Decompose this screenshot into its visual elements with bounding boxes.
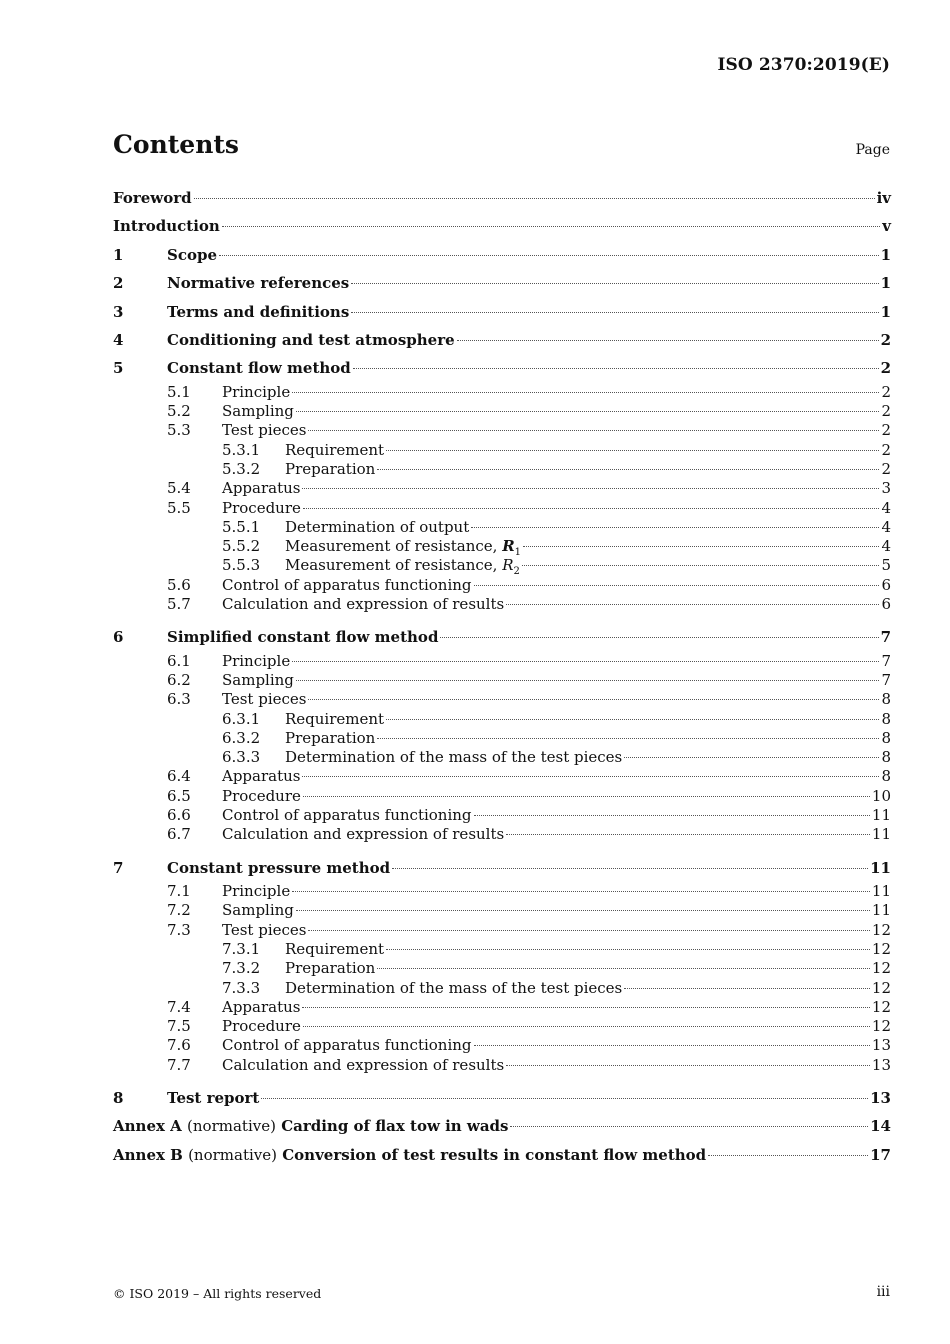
toc-entry-title-text: Apparatus <box>222 997 301 1016</box>
dot-leader <box>386 949 870 950</box>
toc-entry-number: 5.2 <box>167 402 191 421</box>
toc-entry-title-text: Principle <box>222 651 291 670</box>
toc-entry[interactable] <box>113 921 891 940</box>
toc-entry-page: 7 <box>880 628 891 647</box>
toc-entry-number: 7.7 <box>167 1055 191 1074</box>
toc-entry-number: 5.3.2 <box>222 459 261 478</box>
toc-entry[interactable] <box>113 1017 891 1036</box>
toc-entry-title-text: Sampling <box>222 670 294 689</box>
dot-leader <box>474 815 870 816</box>
toc-entry-title-text: Introduction <box>113 217 220 236</box>
toc-entry-title <box>222 690 306 709</box>
toc-entry-page: 8 <box>881 690 891 709</box>
toc-entry[interactable] <box>113 421 891 440</box>
toc-entry-number: 5.5 <box>167 498 191 517</box>
toc-entry[interactable] <box>113 1141 891 1169</box>
math-symbol: R <box>502 556 514 575</box>
toc-entry-number: 6.3 <box>167 690 191 709</box>
toc-entry-title <box>167 854 390 882</box>
toc-entry-title <box>222 652 290 671</box>
toc-entry-number: 7.5 <box>167 1017 191 1036</box>
dot-leader <box>471 527 879 528</box>
dot-leader <box>708 1155 868 1156</box>
toc-entry-title-text: Constant pressure method <box>167 858 391 877</box>
toc-entry-number: 7.1 <box>167 882 191 901</box>
standard-identifier: ISO 2370:2019(E) <box>717 55 890 75</box>
toc-entry-page: 6 <box>881 595 891 613</box>
toc-entry-number: 6.7 <box>167 825 191 844</box>
dot-leader <box>474 585 880 586</box>
toc-entry[interactable] <box>113 402 891 421</box>
toc-entry-title <box>285 518 469 537</box>
toc-entry[interactable] <box>113 623 891 651</box>
dot-leader <box>303 508 880 509</box>
toc-entry-title <box>222 421 306 440</box>
toc-entry-page: 11 <box>871 806 891 825</box>
toc-entry-page: 10 <box>871 786 891 805</box>
toc-entry[interactable] <box>113 787 891 806</box>
dot-leader <box>351 283 878 284</box>
toc-entry-title-text: Procedure <box>222 1017 301 1036</box>
toc-entry[interactable] <box>113 518 891 537</box>
toc-entry[interactable] <box>113 854 891 882</box>
dot-leader <box>292 661 879 662</box>
dot-leader <box>308 930 869 931</box>
toc-entry[interactable] <box>113 212 891 240</box>
toc-entry[interactable] <box>113 298 891 326</box>
toc-entry-title <box>113 184 192 212</box>
dot-leader <box>292 891 870 892</box>
toc-entry-title-text: Test pieces <box>222 920 307 939</box>
toc-entry-title <box>285 940 384 959</box>
toc-entry-number: 7 <box>113 858 124 877</box>
toc-entry-page: 4 <box>881 537 891 556</box>
toc-entry-title-text: Principle <box>222 882 291 901</box>
toc-entry-page: 6 <box>881 575 891 594</box>
table-of-contents <box>113 184 891 1169</box>
math-subscript: 2 <box>513 566 520 578</box>
toc-entry-title <box>285 729 375 748</box>
toc-entry-page: 2 <box>881 421 891 440</box>
annex-label: Annex A <box>113 1117 182 1136</box>
toc-entry-title-text: Calculation and expression of results <box>222 825 505 844</box>
toc-entry-page: 17 <box>870 1145 891 1164</box>
dot-leader <box>474 1045 870 1046</box>
toc-entry-number: 3 <box>113 302 124 321</box>
toc-entry-title <box>285 460 375 479</box>
toc-entry[interactable] <box>113 652 891 671</box>
dot-leader <box>303 796 870 797</box>
dot-leader <box>377 469 879 470</box>
toc-entry[interactable] <box>113 460 891 479</box>
toc-entry-page: 2 <box>881 440 891 459</box>
toc-entry-title <box>222 901 294 920</box>
dot-leader <box>302 488 879 489</box>
toc-entry-title <box>285 959 375 978</box>
toc-entry-title <box>167 1084 259 1112</box>
toc-entry-title <box>222 806 472 825</box>
toc-entry[interactable] <box>113 710 891 729</box>
toc-entry-page: 2 <box>881 459 891 478</box>
toc-entry-title <box>222 825 504 844</box>
toc-entry-title <box>222 576 472 595</box>
toc-entry[interactable] <box>113 595 891 614</box>
toc-entry-title-text: Measurement of resistance, <box>285 537 503 556</box>
toc-entry-title-text: Procedure <box>222 786 301 805</box>
toc-entry-number: 8 <box>113 1089 124 1108</box>
toc-entry[interactable] <box>113 326 891 354</box>
toc-entry-number: 5.7 <box>167 595 191 613</box>
dot-leader <box>506 604 879 605</box>
toc-entry-title <box>222 1017 301 1036</box>
dot-leader <box>302 1007 869 1008</box>
dot-leader <box>222 226 880 227</box>
toc-entry-title-text: Test report <box>167 1089 260 1108</box>
dot-leader <box>386 450 879 451</box>
toc-entry-title-text: Determination of the mass of the test pieces <box>285 748 623 767</box>
toc-entry-title-text: Calculation and expression of results <box>222 1055 505 1074</box>
dot-leader <box>302 776 879 777</box>
dot-leader <box>457 340 879 341</box>
toc-entry-page: 4 <box>881 498 891 517</box>
toc-entry-page: 11 <box>871 825 891 844</box>
toc-entry-number: 4 <box>113 330 124 349</box>
toc-entry[interactable] <box>113 383 891 402</box>
toc-entry-number: 5.5.1 <box>222 517 261 536</box>
toc-entry-number: 6.3.1 <box>222 709 261 728</box>
section-spacer <box>113 845 891 854</box>
toc-entry-title-text: Apparatus <box>222 479 301 498</box>
toc-entry-title-text: Normative references <box>167 274 350 293</box>
toc-entry-page: 3 <box>881 479 891 498</box>
annex-label: Annex B <box>113 1145 183 1164</box>
toc-entry-title-text: Principle <box>222 382 291 401</box>
toc-entry[interactable] <box>113 1084 891 1112</box>
toc-entry-number: 7.3.3 <box>222 978 261 997</box>
toc-entry[interactable] <box>113 825 891 844</box>
toc-entry-title-text: Scope <box>167 245 218 264</box>
toc-entry-number: 7.6 <box>167 1036 191 1055</box>
toc-entry-number: 5.6 <box>167 575 191 594</box>
toc-entry[interactable] <box>113 537 891 559</box>
toc-entry-page: 2 <box>881 382 891 401</box>
toc-entry-title-text: Preparation <box>285 959 376 978</box>
toc-entry-number: 7.3 <box>167 920 191 939</box>
toc-entry-title-text: Conditioning and test atmosphere <box>167 330 455 349</box>
annex-qualifier: (normative) <box>188 1145 277 1164</box>
toc-entry-number: 6.1 <box>167 651 191 670</box>
toc-entry[interactable] <box>113 184 891 212</box>
toc-entry-page: 12 <box>871 939 891 958</box>
toc-entry-page: 11 <box>870 858 891 877</box>
toc-entry-number: 7.3.1 <box>222 939 261 958</box>
toc-entry[interactable] <box>113 748 891 767</box>
toc-entry-title <box>167 326 455 354</box>
toc-entry[interactable] <box>113 979 891 998</box>
toc-entry-title-text: Test pieces <box>222 690 307 709</box>
toc-entry-page: 1 <box>880 245 891 264</box>
toc-entry-title-text: Foreword <box>113 189 192 207</box>
section-spacer <box>113 614 891 623</box>
toc-entry-title-text: Control of apparatus functioning <box>222 806 472 825</box>
toc-entry-title <box>222 921 306 940</box>
toc-entry-title <box>222 787 301 806</box>
toc-entry-title <box>222 595 504 614</box>
toc-entry-number: 7.2 <box>167 901 191 920</box>
toc-entry[interactable] <box>113 690 891 709</box>
toc-entry-page: 12 <box>871 920 891 939</box>
toc-entry-title <box>222 383 290 402</box>
page-title: Contents <box>113 130 240 159</box>
toc-entry-title-text: Requirement <box>285 709 385 728</box>
toc-entry-page: 13 <box>871 1036 891 1055</box>
toc-entry-page: 12 <box>871 959 891 978</box>
toc-entry[interactable] <box>113 998 891 1017</box>
toc-entry-number: 6 <box>113 628 124 647</box>
toc-entry-title-text: Calculation and expression of results <box>222 595 505 613</box>
toc-entry-title <box>222 671 294 690</box>
toc-entry-page: 2 <box>880 330 891 349</box>
dot-leader <box>308 699 879 700</box>
copyright-notice: © ISO 2019 – All rights reserved <box>113 1286 322 1301</box>
dot-leader <box>296 411 880 412</box>
toc-entry-number: 6.6 <box>167 806 191 825</box>
annex-title: Carding of flax tow in wads <box>281 1117 509 1136</box>
toc-entry-title <box>222 1036 472 1055</box>
toc-entry[interactable] <box>113 940 891 959</box>
toc-entry-title-text: Control of apparatus functioning <box>222 1036 472 1055</box>
toc-entry-page: 2 <box>881 402 891 421</box>
toc-entry-number: 5 <box>113 359 124 378</box>
annex-title: Conversion of test results in constant flow method <box>282 1145 707 1164</box>
toc-entry-title-text: Preparation <box>285 459 376 478</box>
toc-entry-title <box>222 402 294 421</box>
dot-leader <box>194 198 875 199</box>
toc-entry-title <box>285 441 384 460</box>
toc-entry-title-text: Simplified constant flow method <box>167 628 439 647</box>
toc-entry-page: 2 <box>880 359 891 378</box>
toc-entry-page: 7 <box>881 651 891 670</box>
toc-entry-title <box>113 1112 508 1140</box>
toc-entry-title <box>285 710 384 729</box>
toc-entry-title <box>167 241 217 269</box>
toc-entry-page: 1 <box>880 274 891 293</box>
toc-entry-page: 11 <box>871 901 891 920</box>
page-column-label: Page <box>855 142 890 158</box>
dot-leader <box>303 1026 870 1027</box>
section-spacer <box>113 1075 891 1084</box>
dot-leader <box>510 1126 868 1127</box>
toc-entry-title <box>113 1141 706 1169</box>
toc-entry-number: 5.4 <box>167 479 191 498</box>
toc-entry[interactable] <box>113 671 891 690</box>
dot-leader <box>506 834 870 835</box>
toc-entry[interactable] <box>113 269 891 297</box>
toc-entry[interactable] <box>113 806 891 825</box>
toc-entry-title <box>167 623 438 651</box>
math-symbol: R <box>502 537 515 556</box>
dot-leader <box>219 255 879 256</box>
dot-leader <box>377 738 879 739</box>
toc-entry-page: 13 <box>870 1089 891 1108</box>
toc-entry-number: 7.3.2 <box>222 959 261 978</box>
toc-entry-title-text: Apparatus <box>222 767 301 786</box>
toc-entry-number: 5.5.2 <box>222 537 261 556</box>
toc-entry-title-text: Sampling <box>222 402 294 421</box>
toc-entry-page: 12 <box>871 997 891 1016</box>
toc-entry-page: 12 <box>871 978 891 997</box>
toc-entry-page: 7 <box>881 670 891 689</box>
toc-entry-page: 8 <box>881 709 891 728</box>
dot-leader <box>392 868 868 869</box>
toc-entry-number: 6.3.3 <box>222 748 261 767</box>
toc-entry[interactable] <box>113 1056 891 1075</box>
toc-entry-title-text: Requirement <box>285 440 385 459</box>
toc-entry[interactable] <box>113 959 891 978</box>
toc-entry-page: 13 <box>871 1055 891 1074</box>
toc-entry-title-text: Preparation <box>285 728 376 747</box>
toc-entry[interactable] <box>113 1036 891 1055</box>
toc-entry-title-text: Control of apparatus functioning <box>222 575 472 594</box>
dot-leader <box>351 312 878 313</box>
toc-entry-page: 12 <box>871 1017 891 1036</box>
toc-entry-page: 8 <box>881 748 891 767</box>
toc-entry[interactable] <box>113 441 891 460</box>
toc-entry-number: 6.2 <box>167 670 191 689</box>
toc-entry-title <box>222 499 301 518</box>
toc-entry-title-text: Determination of output <box>285 517 470 536</box>
toc-entry[interactable] <box>113 479 891 498</box>
toc-entry-title-text: Determination of the mass of the test pieces <box>285 978 623 997</box>
toc-entry-page: iv <box>876 189 891 207</box>
toc-entry[interactable] <box>113 729 891 748</box>
toc-entry-title <box>222 479 300 498</box>
toc-entry-title <box>167 269 349 297</box>
math-subscript: 1 <box>514 547 522 559</box>
toc-entry-page: 11 <box>871 882 891 901</box>
dot-leader <box>506 1065 870 1066</box>
page-number: iii <box>876 1284 890 1300</box>
toc-entry-page: 8 <box>881 767 891 786</box>
dot-leader <box>377 968 870 969</box>
toc-entry-title <box>222 998 300 1017</box>
toc-entry-number: 6.5 <box>167 786 191 805</box>
dot-leader <box>296 910 870 911</box>
toc-entry-page: 1 <box>880 302 891 321</box>
toc-entry-title <box>222 1056 504 1075</box>
toc-entry-number: 7.4 <box>167 997 191 1016</box>
toc-entry-page: 8 <box>881 728 891 747</box>
dot-leader <box>308 430 879 431</box>
toc-entry-title-text: Test pieces <box>222 421 307 440</box>
toc-entry-title-text: Constant flow method <box>167 359 351 378</box>
dot-leader <box>523 546 879 547</box>
toc-entry[interactable] <box>113 882 891 901</box>
toc-entry-number: 1 <box>113 245 124 264</box>
dot-leader <box>261 1098 868 1099</box>
annex-qualifier: (normative) <box>187 1117 276 1136</box>
toc-entry-title-text: Sampling <box>222 901 294 920</box>
toc-entry[interactable] <box>113 901 891 920</box>
dot-leader <box>292 392 879 393</box>
dot-leader <box>624 757 879 758</box>
toc-entry-number: 5.3 <box>167 421 191 440</box>
toc-entry-title <box>285 748 622 767</box>
toc-entry-title-text: Measurement of resistance, <box>285 556 503 575</box>
toc-entry[interactable] <box>113 499 891 518</box>
toc-entry[interactable] <box>113 767 891 786</box>
toc-entry-number: 6.4 <box>167 767 191 786</box>
toc-entry-title <box>222 767 300 786</box>
dot-leader <box>296 680 880 681</box>
toc-entry-number: 5.5.3 <box>222 556 261 575</box>
toc-entry-title <box>167 298 349 326</box>
toc-entry-page: 14 <box>870 1117 891 1136</box>
toc-entry[interactable] <box>113 556 891 578</box>
dot-leader <box>386 719 879 720</box>
toc-entry-title-text: Terms and definitions <box>167 302 350 321</box>
toc-entry-page: 4 <box>881 517 891 536</box>
toc-entry[interactable] <box>113 354 891 382</box>
toc-entry-title <box>167 354 351 382</box>
toc-entry-title <box>113 212 220 240</box>
dot-leader <box>522 565 880 566</box>
toc-entry-page: v <box>882 217 891 236</box>
toc-entry-title-text: Procedure <box>222 498 301 517</box>
toc-entry-number: 5.1 <box>167 382 191 401</box>
toc-entry-title-text: Requirement <box>285 939 385 958</box>
toc-entry-number: 2 <box>113 274 124 293</box>
toc-entry-number: 6.3.2 <box>222 728 261 747</box>
toc-entry[interactable] <box>113 1112 891 1140</box>
toc-entry[interactable] <box>113 241 891 269</box>
toc-entry-title <box>285 979 622 998</box>
toc-entry-page: 5 <box>881 556 891 575</box>
dot-leader <box>440 637 878 638</box>
toc-entry-title <box>222 882 290 901</box>
dot-leader <box>353 368 879 369</box>
toc-entry-number: 5.3.1 <box>222 440 261 459</box>
dot-leader <box>624 988 870 989</box>
